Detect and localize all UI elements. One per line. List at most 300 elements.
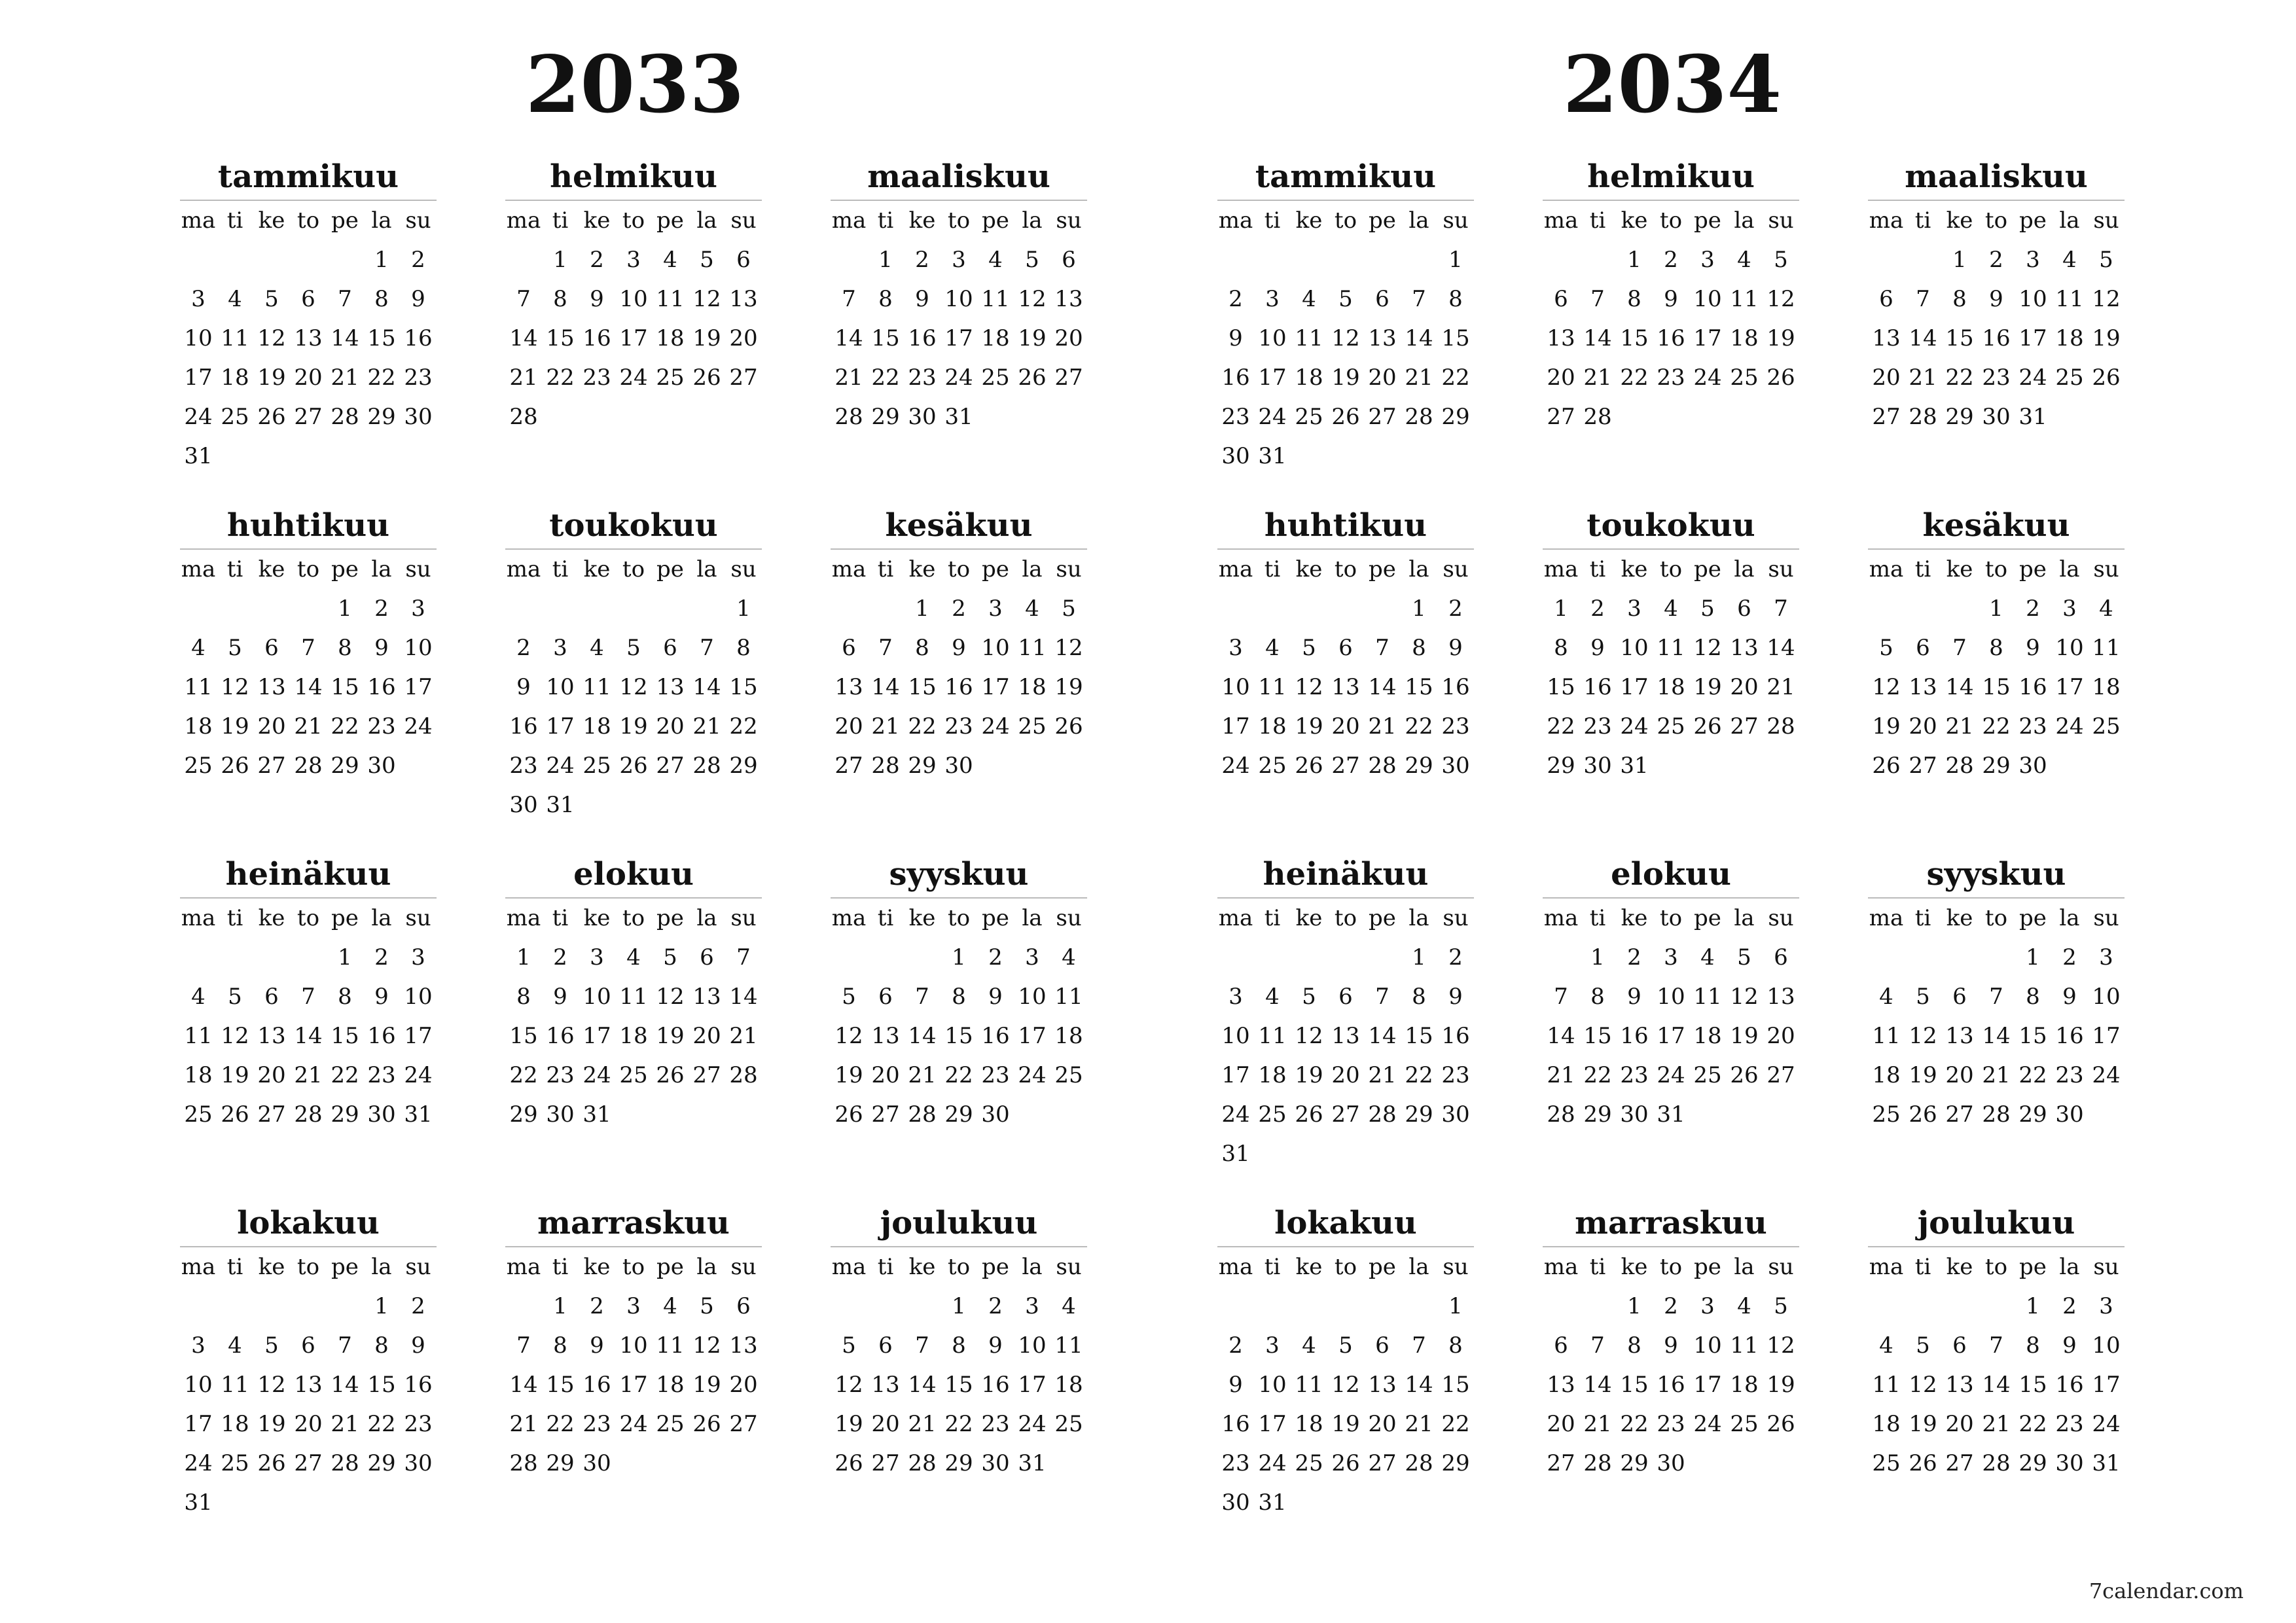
day-cell: 18 <box>1730 325 1759 351</box>
day-cell: 2 <box>590 247 604 273</box>
day-cell: 12 <box>1331 325 1360 351</box>
day-cell: 24 <box>1018 1062 1047 1088</box>
day-cell <box>1543 240 1579 279</box>
day-cell: 6 <box>700 944 714 971</box>
day-cell: 28 <box>1982 1450 2011 1476</box>
day-cell: 16 <box>2018 674 2047 700</box>
day-cell <box>831 938 867 977</box>
day-cell: 25 <box>2092 713 2121 740</box>
day-cell: 7 <box>915 984 929 1010</box>
weekday-label: pe <box>2019 905 2047 931</box>
weekday-label: to <box>1659 207 1683 234</box>
weekday-label: ke <box>1295 556 1323 582</box>
day-cell: 29 <box>1405 1101 1433 1128</box>
week-row <box>505 1404 762 1444</box>
week-row <box>1217 1287 1474 1326</box>
day-cell: 14 <box>692 674 721 700</box>
day-cell <box>1014 397 1050 437</box>
day-cell: 4 <box>191 635 206 661</box>
day-cell: 22 <box>2018 1411 2047 1437</box>
weekday-label: to <box>622 1254 645 1280</box>
day-cell <box>1291 1483 1327 1522</box>
day-cell: 9 <box>374 984 389 1010</box>
month-name: huhtikuu <box>1217 503 1474 550</box>
day-cell: 24 <box>2018 365 2047 391</box>
month-name: toukokuu <box>1543 503 1799 550</box>
weekday-label: la <box>696 207 717 234</box>
day-cell: 3 <box>988 596 1003 622</box>
day-cell: 26 <box>1909 1450 1937 1476</box>
day-cell: 13 <box>294 1372 323 1398</box>
day-cell: 29 <box>509 1101 538 1128</box>
day-cell: 20 <box>1872 365 1901 391</box>
day-cell: 9 <box>1229 325 1243 351</box>
week-row <box>1868 1095 2125 1134</box>
day-cell: 25 <box>1295 404 1323 430</box>
day-cell: 3 <box>2062 596 2077 622</box>
day-cell: 29 <box>1583 1101 1612 1128</box>
day-cell: 23 <box>1982 365 2011 391</box>
week-row <box>1868 1404 2125 1444</box>
day-cell: 16 <box>981 1023 1010 1049</box>
day-cell: 26 <box>834 1450 863 1476</box>
day-cell: 15 <box>1547 674 1575 700</box>
day-cell <box>1291 938 1327 977</box>
day-cell: 8 <box>1627 1332 1641 1359</box>
weekday-label: ma <box>506 905 541 931</box>
day-cell: 11 <box>583 674 611 700</box>
weekday-header-row <box>1868 201 2125 240</box>
day-cell: 25 <box>1295 1450 1323 1476</box>
day-cell <box>180 240 217 279</box>
day-cell: 1 <box>374 1293 389 1319</box>
day-cell <box>1327 589 1364 628</box>
weekday-header-row <box>505 550 762 589</box>
day-cell: 31 <box>1620 753 1649 779</box>
day-cell: 19 <box>257 1411 286 1437</box>
day-cell: 1 <box>1412 944 1426 971</box>
day-cell: 3 <box>952 247 966 273</box>
day-cell: 16 <box>908 325 937 351</box>
day-grid <box>1868 550 2125 785</box>
day-cell: 2 <box>411 1293 425 1319</box>
weekday-label: la <box>371 1254 392 1280</box>
month-block <box>831 851 1087 1134</box>
week-row <box>505 240 762 279</box>
day-cell: 8 <box>516 984 531 1010</box>
weekday-header-row <box>1868 899 2125 938</box>
day-cell <box>1868 1287 1905 1326</box>
day-cell: 20 <box>1945 1411 1974 1437</box>
weekday-header-row <box>180 899 437 938</box>
day-cell: 23 <box>1221 404 1250 430</box>
day-cell: 13 <box>692 984 721 1010</box>
day-cell: 9 <box>2062 984 2077 1010</box>
weekday-label: ti <box>1589 905 1606 931</box>
day-cell <box>1254 1287 1291 1326</box>
day-cell: 12 <box>1693 635 1722 661</box>
week-row <box>1868 668 2125 707</box>
day-cell: 27 <box>1331 753 1360 779</box>
weekday-label: ma <box>831 1254 867 1280</box>
day-cell: 6 <box>1338 984 1353 1010</box>
day-cell: 21 <box>331 1411 359 1437</box>
week-row <box>1217 279 1474 319</box>
week-row <box>505 397 762 437</box>
day-cell: 17 <box>2092 1023 2121 1049</box>
week-row <box>1543 589 1799 628</box>
day-cell: 5 <box>1025 247 1039 273</box>
month-name: marraskuu <box>505 1200 762 1247</box>
day-cell <box>615 397 652 437</box>
day-cell: 5 <box>264 1332 279 1359</box>
day-cell: 19 <box>619 713 648 740</box>
week-row <box>1543 668 1799 707</box>
week-row <box>1543 319 1799 358</box>
day-cell: 25 <box>1693 1062 1722 1088</box>
week-row <box>505 1056 762 1095</box>
week-row <box>1543 240 1799 279</box>
day-cell: 19 <box>1295 713 1323 740</box>
day-cell: 14 <box>729 984 758 1010</box>
day-cell: 4 <box>191 984 206 1010</box>
day-cell: 29 <box>871 404 900 430</box>
month-block <box>1543 154 1799 437</box>
weekday-label: ti <box>1914 556 1931 582</box>
day-cell: 11 <box>2092 635 2121 661</box>
day-cell: 12 <box>656 984 685 1010</box>
day-cell: 20 <box>871 1062 900 1088</box>
day-cell: 22 <box>509 1062 538 1088</box>
day-cell: 30 <box>1982 404 2011 430</box>
day-cell: 7 <box>1989 1332 2003 1359</box>
day-cell: 28 <box>1405 1450 1433 1476</box>
day-cell: 3 <box>1025 944 1039 971</box>
day-cell: 27 <box>1872 404 1901 430</box>
week-row <box>180 279 437 319</box>
day-cell <box>327 240 363 279</box>
day-cell <box>615 589 652 628</box>
day-cell <box>904 1287 941 1326</box>
day-cell: 17 <box>2055 674 2084 700</box>
day-cell: 3 <box>553 635 567 661</box>
day-cell: 17 <box>404 1023 433 1049</box>
day-cell: 1 <box>553 1293 567 1319</box>
month-block <box>1217 154 1474 476</box>
weekday-label: ma <box>1218 556 1253 582</box>
day-cell: 24 <box>619 1411 648 1437</box>
day-cell: 31 <box>1221 1141 1250 1167</box>
day-cell: 24 <box>944 365 973 391</box>
day-cell: 12 <box>1730 984 1759 1010</box>
day-cell <box>1905 938 1941 977</box>
day-cell: 28 <box>1583 404 1612 430</box>
weekday-label: la <box>1734 905 1755 931</box>
day-cell: 11 <box>221 325 249 351</box>
day-cell: 28 <box>331 1450 359 1476</box>
weekday-label: su <box>405 905 431 931</box>
week-row <box>1217 240 1474 279</box>
weekday-label: su <box>405 1254 431 1280</box>
day-cell: 9 <box>1229 1372 1243 1398</box>
day-cell: 27 <box>257 753 286 779</box>
month-block <box>1868 851 2125 1134</box>
day-cell: 9 <box>1664 286 1678 312</box>
day-cell: 19 <box>1295 1062 1323 1088</box>
day-cell: 21 <box>1909 365 1937 391</box>
week-row <box>1543 1287 1799 1326</box>
week-row <box>180 589 437 628</box>
week-row <box>831 589 1087 628</box>
day-cell: 10 <box>1018 1332 1047 1359</box>
day-cell: 6 <box>1338 635 1353 661</box>
weekday-label: to <box>1984 207 2008 234</box>
day-cell: 19 <box>1909 1062 1937 1088</box>
day-cell: 26 <box>1730 1062 1759 1088</box>
week-row <box>1868 1016 2125 1056</box>
day-cell: 7 <box>915 1332 929 1359</box>
weekday-label: ma <box>181 556 216 582</box>
week-row <box>1868 1287 2125 1326</box>
day-cell: 15 <box>908 674 937 700</box>
day-cell: 11 <box>1295 1372 1323 1398</box>
day-cell: 18 <box>1693 1023 1722 1049</box>
day-cell <box>725 397 762 437</box>
weekday-label: la <box>2059 1254 2080 1280</box>
week-row <box>180 397 437 437</box>
day-cell: 25 <box>184 753 213 779</box>
day-cell <box>1050 397 1087 437</box>
weekday-label: ke <box>1295 1254 1323 1280</box>
day-cell: 16 <box>546 1023 575 1049</box>
day-cell <box>2051 746 2088 785</box>
day-cell: 31 <box>546 792 575 818</box>
day-cell: 14 <box>834 325 863 351</box>
day-cell: 12 <box>221 1023 249 1049</box>
week-row <box>180 1404 437 1444</box>
week-row <box>831 746 1087 785</box>
day-cell: 6 <box>736 1293 751 1319</box>
day-cell: 19 <box>1018 325 1047 351</box>
day-cell: 25 <box>1054 1411 1083 1437</box>
week-row <box>180 1016 437 1056</box>
month-block <box>1217 851 1474 1173</box>
day-cell <box>615 1444 652 1483</box>
week-row <box>1543 977 1799 1016</box>
week-row <box>505 785 762 825</box>
day-cell <box>1364 240 1401 279</box>
day-cell: 2 <box>553 944 567 971</box>
day-cell: 24 <box>1018 1411 1047 1437</box>
day-cell: 26 <box>834 1101 863 1128</box>
day-cell: 21 <box>331 365 359 391</box>
day-cell: 15 <box>1405 674 1433 700</box>
day-cell: 18 <box>1054 1372 1083 1398</box>
day-cell <box>290 240 327 279</box>
week-row <box>1217 1016 1474 1056</box>
day-cell: 21 <box>294 1062 323 1088</box>
day-cell: 5 <box>228 984 242 1010</box>
day-grid <box>505 1247 762 1483</box>
day-cell: 2 <box>915 247 929 273</box>
month-block <box>1868 154 2125 437</box>
day-cell: 10 <box>2018 286 2047 312</box>
day-cell: 26 <box>257 404 286 430</box>
weekday-label: to <box>1334 207 1357 234</box>
day-cell: 14 <box>509 325 538 351</box>
day-cell: 7 <box>338 286 352 312</box>
week-row <box>1543 707 1799 746</box>
day-cell: 11 <box>1295 325 1323 351</box>
weekday-label: su <box>2093 556 2119 582</box>
day-cell <box>505 1287 542 1326</box>
day-cell: 14 <box>294 674 323 700</box>
weekday-label: la <box>696 1254 717 1280</box>
day-cell: 18 <box>1018 674 1047 700</box>
day-cell: 2 <box>411 247 425 273</box>
day-cell: 12 <box>692 286 721 312</box>
month-block <box>831 154 1087 437</box>
day-cell: 18 <box>656 1372 685 1398</box>
day-cell: 30 <box>2018 753 2047 779</box>
weekday-header-row <box>180 550 437 589</box>
week-row <box>180 358 437 397</box>
day-cell: 19 <box>1054 674 1083 700</box>
day-cell: 23 <box>2055 1062 2084 1088</box>
weekday-label: to <box>1984 1254 2008 1280</box>
day-cell: 22 <box>546 365 575 391</box>
weekday-label: pe <box>656 1254 684 1280</box>
day-cell <box>867 938 904 977</box>
week-row <box>180 319 437 358</box>
day-cell: 2 <box>1448 944 1463 971</box>
day-cell: 27 <box>1368 404 1397 430</box>
day-cell: 24 <box>184 1450 213 1476</box>
day-cell: 11 <box>981 286 1010 312</box>
day-cell: 4 <box>1302 286 1316 312</box>
day-cell: 12 <box>1054 635 1083 661</box>
day-cell: 1 <box>374 247 389 273</box>
week-row <box>831 938 1087 977</box>
day-cell: 5 <box>2099 247 2113 273</box>
day-cell: 14 <box>1405 1372 1433 1398</box>
day-cell: 25 <box>1872 1101 1901 1128</box>
day-cell: 21 <box>729 1023 758 1049</box>
day-cell: 12 <box>1295 1023 1323 1049</box>
weekday-label: la <box>1022 556 1043 582</box>
day-cell <box>180 1287 217 1326</box>
day-cell <box>1050 1444 1087 1483</box>
day-cell: 30 <box>1583 753 1612 779</box>
day-cell <box>1941 938 1978 977</box>
day-cell <box>1364 437 1401 476</box>
day-cell: 9 <box>1989 286 2003 312</box>
day-cell: 27 <box>294 404 323 430</box>
day-cell: 28 <box>294 753 323 779</box>
day-cell: 4 <box>1025 596 1039 622</box>
day-cell: 29 <box>1405 753 1433 779</box>
day-cell: 11 <box>1693 984 1722 1010</box>
day-cell <box>363 1483 400 1522</box>
day-cell <box>1868 240 1905 279</box>
weekday-label: ma <box>506 207 541 234</box>
week-row <box>1217 1134 1474 1173</box>
day-grid <box>1868 201 2125 437</box>
day-cell <box>2088 1095 2125 1134</box>
weekday-label: pe <box>1694 207 1721 234</box>
day-cell: 13 <box>1054 286 1083 312</box>
day-cell: 15 <box>1405 1023 1433 1049</box>
month-name: syyskuu <box>831 851 1087 899</box>
day-cell: 16 <box>1620 1023 1649 1049</box>
day-cell: 15 <box>1982 674 2011 700</box>
day-cell: 16 <box>367 674 396 700</box>
day-cell <box>579 785 615 825</box>
month-name: maaliskuu <box>831 154 1087 201</box>
weekday-label: pe <box>2019 1254 2047 1280</box>
day-cell: 11 <box>619 984 648 1010</box>
day-cell: 12 <box>221 674 249 700</box>
day-cell: 12 <box>834 1023 863 1049</box>
day-cell: 23 <box>583 1411 611 1437</box>
year-block-2034 <box>1142 36 2202 1516</box>
weekday-label: pe <box>656 905 684 931</box>
day-cell: 13 <box>1368 1372 1397 1398</box>
day-cell: 21 <box>692 713 721 740</box>
day-cell: 4 <box>228 286 242 312</box>
weekday-label: su <box>1443 556 1469 582</box>
day-cell: 26 <box>1872 753 1901 779</box>
weekday-label: ma <box>831 556 867 582</box>
day-cell: 27 <box>729 365 758 391</box>
month-block <box>1543 851 1799 1134</box>
day-cell <box>831 589 867 628</box>
day-cell <box>831 240 867 279</box>
month-block <box>180 154 437 476</box>
day-cell: 8 <box>1448 1332 1463 1359</box>
day-cell: 21 <box>1368 713 1397 740</box>
day-cell: 7 <box>301 635 315 661</box>
day-cell: 30 <box>2055 1450 2084 1476</box>
day-cell: 10 <box>2092 1332 2121 1359</box>
weekday-label: su <box>2093 905 2119 931</box>
weekday-label: pe <box>2019 556 2047 582</box>
day-cell: 9 <box>590 1332 604 1359</box>
day-cell <box>1579 1287 1616 1326</box>
month-block <box>1217 1200 1474 1522</box>
weekday-label: ma <box>831 207 867 234</box>
day-cell: 29 <box>367 1450 396 1476</box>
day-cell: 16 <box>509 713 538 740</box>
day-cell <box>290 437 327 476</box>
day-cell <box>1364 938 1401 977</box>
day-cell: 10 <box>546 674 575 700</box>
week-row <box>505 628 762 668</box>
day-cell <box>1014 1095 1050 1134</box>
day-cell: 7 <box>1989 984 2003 1010</box>
weekday-label: su <box>2093 1254 2119 1280</box>
day-cell: 21 <box>1547 1062 1575 1088</box>
day-cell: 25 <box>1657 713 1685 740</box>
day-cell: 1 <box>338 596 352 622</box>
day-cell: 22 <box>331 713 359 740</box>
day-cell: 2 <box>2062 1293 2077 1319</box>
day-cell <box>1291 437 1327 476</box>
day-cell: 4 <box>228 1332 242 1359</box>
day-cell: 14 <box>331 325 359 351</box>
day-cell: 24 <box>404 1062 433 1088</box>
day-cell: 10 <box>1258 325 1287 351</box>
